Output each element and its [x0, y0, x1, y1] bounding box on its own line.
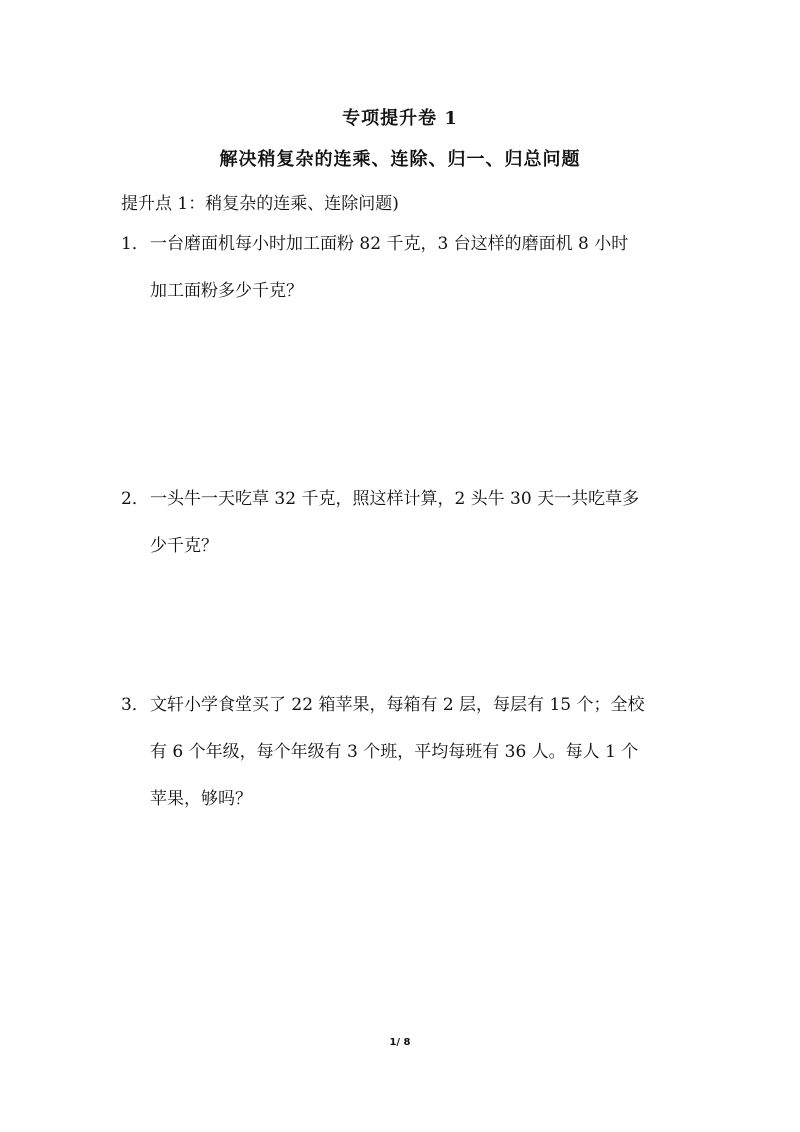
- question-line: [121, 476, 691, 523]
- page-subtitle: 解决稍复杂的连乘、连除、归一、归总问题: [219, 149, 581, 170]
- question-1: [121, 221, 691, 315]
- page-title: 专项提升卷 1: [342, 108, 458, 129]
- question-line: [121, 682, 691, 729]
- question-number: 3．: [121, 695, 149, 715]
- question-number: 2．: [121, 489, 149, 509]
- question-line: [121, 729, 691, 776]
- question-text: 一台磨面机每小时加工面粉 82 千克，3 台这样的磨面机 8 小时: [150, 234, 629, 254]
- question-text: 苹果，够吗？: [150, 789, 252, 809]
- question-text: 文轩小学食堂买了 22 箱苹果，每箱有 2 层，每层有 15 个；全校: [150, 695, 645, 715]
- question-line: [121, 776, 691, 823]
- question-line: [121, 523, 691, 570]
- page-number: 1/ 8: [389, 1037, 411, 1048]
- question-number: 1．: [121, 234, 149, 254]
- question-text: 加工面粉多少千克？: [150, 281, 303, 301]
- question-text: 少千克？: [150, 536, 218, 556]
- question-3: [121, 682, 691, 823]
- question-line: [121, 221, 691, 268]
- section-heading: 提升点 1：稍复杂的连乘、连除问题): [121, 194, 399, 214]
- question-line: [121, 268, 691, 315]
- question-2: [121, 476, 691, 570]
- question-text: 一头牛一天吃草 32 千克，照这样计算，2 头牛 30 天一共吃草多: [150, 489, 640, 509]
- question-text: 有 6 个年级，每个年级有 3 个班，平均每班有 36 人。每人 1 个: [150, 742, 639, 762]
